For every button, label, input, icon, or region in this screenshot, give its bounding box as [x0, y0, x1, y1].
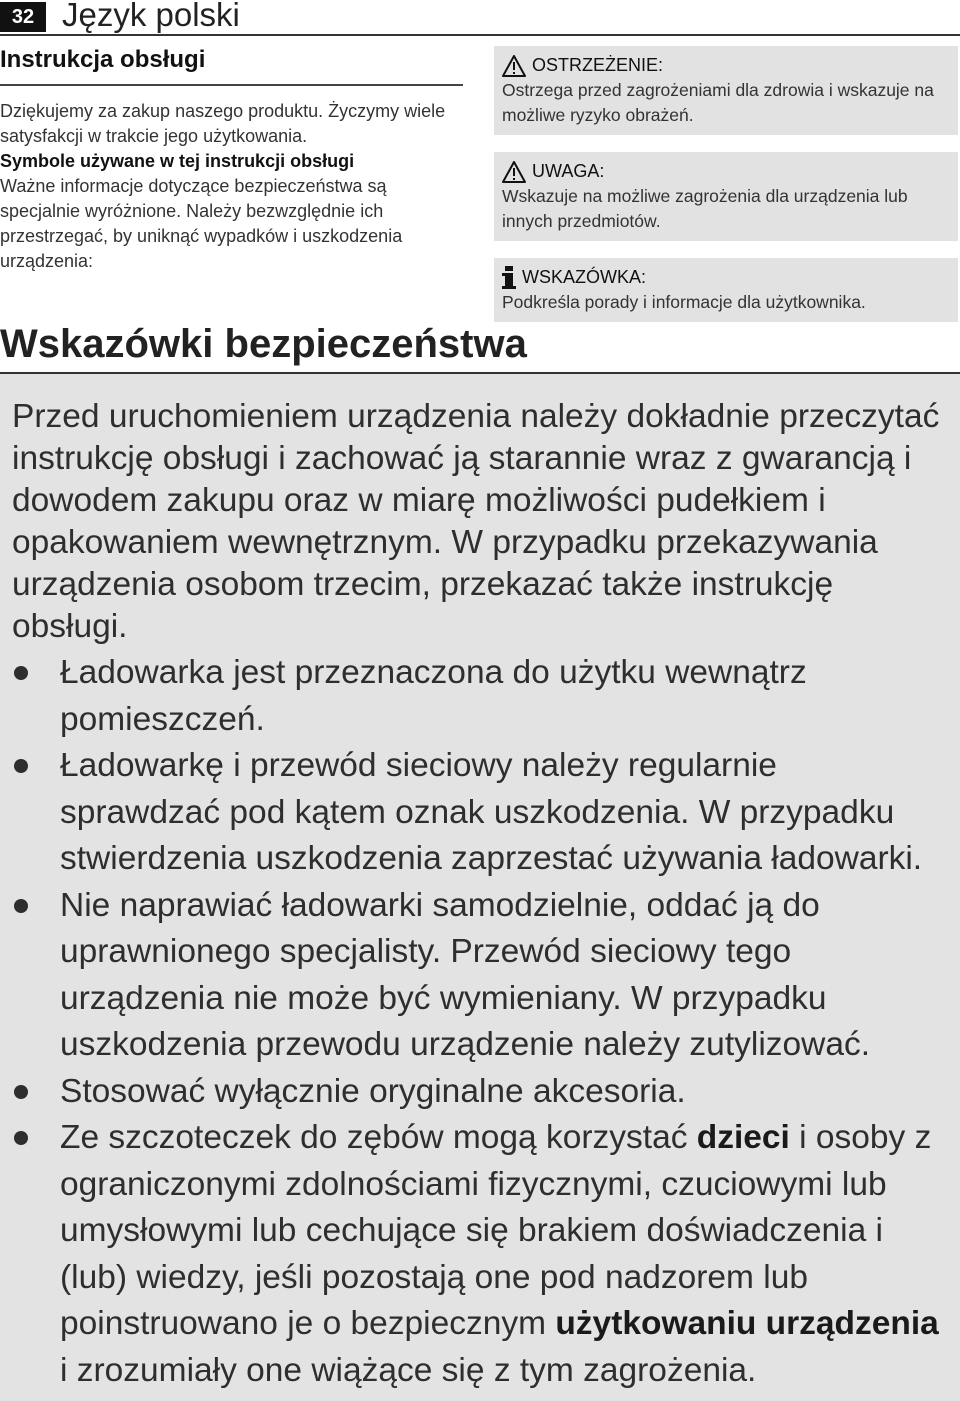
- instructions-heading: Instrukcja obsługi: [0, 46, 206, 73]
- notice-hint: [494, 258, 958, 322]
- bullet-icon: [14, 899, 28, 913]
- notice-warning-title: OSTRZEŻENIE:: [532, 55, 664, 75]
- symbols-heading: Symbole używane w tej instrukcji obsługi: [0, 150, 355, 171]
- header-divider: [0, 34, 960, 36]
- list-item: [12, 1069, 946, 1116]
- bullet-icon: [14, 759, 28, 773]
- list-item: [12, 743, 946, 883]
- list-item-text-b: i osoby z ograniczonymi zdolnościami fizycznymi, czuciowymi lub umysłowymi lub cechujące się brakiem doświadczenia i (lub) wiedzy, jeśli pozostają one pod nadzorem lub poinstruowano je o bezpiecznym: [60, 1119, 932, 1342]
- warning-triangle-icon: [502, 55, 526, 77]
- page-number: 32: [0, 2, 46, 32]
- list-item-text-c: i zrozumiały one wiążące się z tym zagrożenia.: [60, 1351, 757, 1389]
- notice-warning: [494, 46, 958, 135]
- emphasis-device-use: użytkowaniu urządzenia: [555, 1305, 939, 1342]
- instructions-text: [0, 99, 465, 274]
- list-item: [12, 883, 946, 1069]
- list-item-text: Stosować wyłącznie oryginalne akcesoria.: [60, 1072, 686, 1110]
- notice-caution: [494, 152, 958, 241]
- caution-triangle-icon: [502, 161, 526, 183]
- language-title: Język polski: [62, 0, 240, 33]
- symbols-text: Ważne informacje dotyczące bezpieczeństwa są specjalnie wyróżnione. Należy bezwzględnie ich przestrzegać, by uniknąć wypadków i uszkodzenia urządzenia:: [0, 175, 403, 271]
- bullet-icon: [14, 1085, 28, 1099]
- notice-hint-text: Podkreśla porady i informacje dla użytkownika.: [502, 292, 866, 312]
- bullet-icon: [14, 666, 28, 680]
- safety-intro: Przed uruchomieniem urządzenia należy dokładnie przeczytać instrukcję obsługi i zachować ją starannie wraz z gwarancją i dowodem zakupu oraz w miarę możliwości pudełkiem i opakowaniem wewnętrznym. W przypadku przekazywania urządzenia osobom trzecim, przekazać także instrukcję obsługi.: [12, 398, 940, 645]
- instructions-section: [0, 42, 465, 274]
- notice-warning-text: Ostrzega przed zagrożeniami dla zdrowia i wskazuje na możliwe ryzyko obrażeń.: [502, 80, 934, 125]
- list-item: [12, 650, 946, 743]
- list-item-text-a: Ze szczoteczek do zębów mogą korzystać: [60, 1119, 697, 1156]
- notices-column: [494, 46, 958, 339]
- list-item-text: Ładowarkę i przewód sieciowy należy regularnie sprawdzać pod kątem oznak uszkodzenia. W przypadku stwierdzenia uszkodzenia zaprzestać używania ładowarki.: [60, 747, 923, 877]
- info-icon: [502, 266, 516, 290]
- notice-hint-title: WSKAZÓWKA:: [522, 267, 647, 287]
- notice-caution-text: Wskazuje na możliwe zagrożenia dla urządzenia lub innych przedmiotów.: [502, 186, 908, 231]
- list-item-text: Ładowarka jest przeznaczona do użytku wewnątrz pomieszczeń.: [60, 654, 807, 738]
- bullet-icon: [14, 1131, 28, 1145]
- list-item: [12, 1115, 946, 1394]
- instructions-divider: [0, 84, 463, 86]
- safety-box: [0, 372, 960, 1401]
- safety-heading: Wskazówki bezpieczeństwa: [0, 322, 527, 366]
- safety-list: [12, 650, 946, 1394]
- notice-caution-title: UWAGA:: [532, 161, 605, 181]
- emphasis-children: dzieci: [696, 1119, 790, 1156]
- list-item-text: Nie naprawiać ładowarki samodzielnie, oddać ją do uprawnionego specjalisty. Przewód sieciowy tego urządzenia nie może być wymieniany. W przypadku uszkodzenia przewodu urządzenie należy zutylizować.: [60, 886, 871, 1063]
- thanks-text: Dziękujemy za zakup naszego produktu. Życzymy wiele satysfakcji w trakcie jego użytkowania.: [0, 100, 446, 146]
- page-header: [0, 0, 960, 40]
